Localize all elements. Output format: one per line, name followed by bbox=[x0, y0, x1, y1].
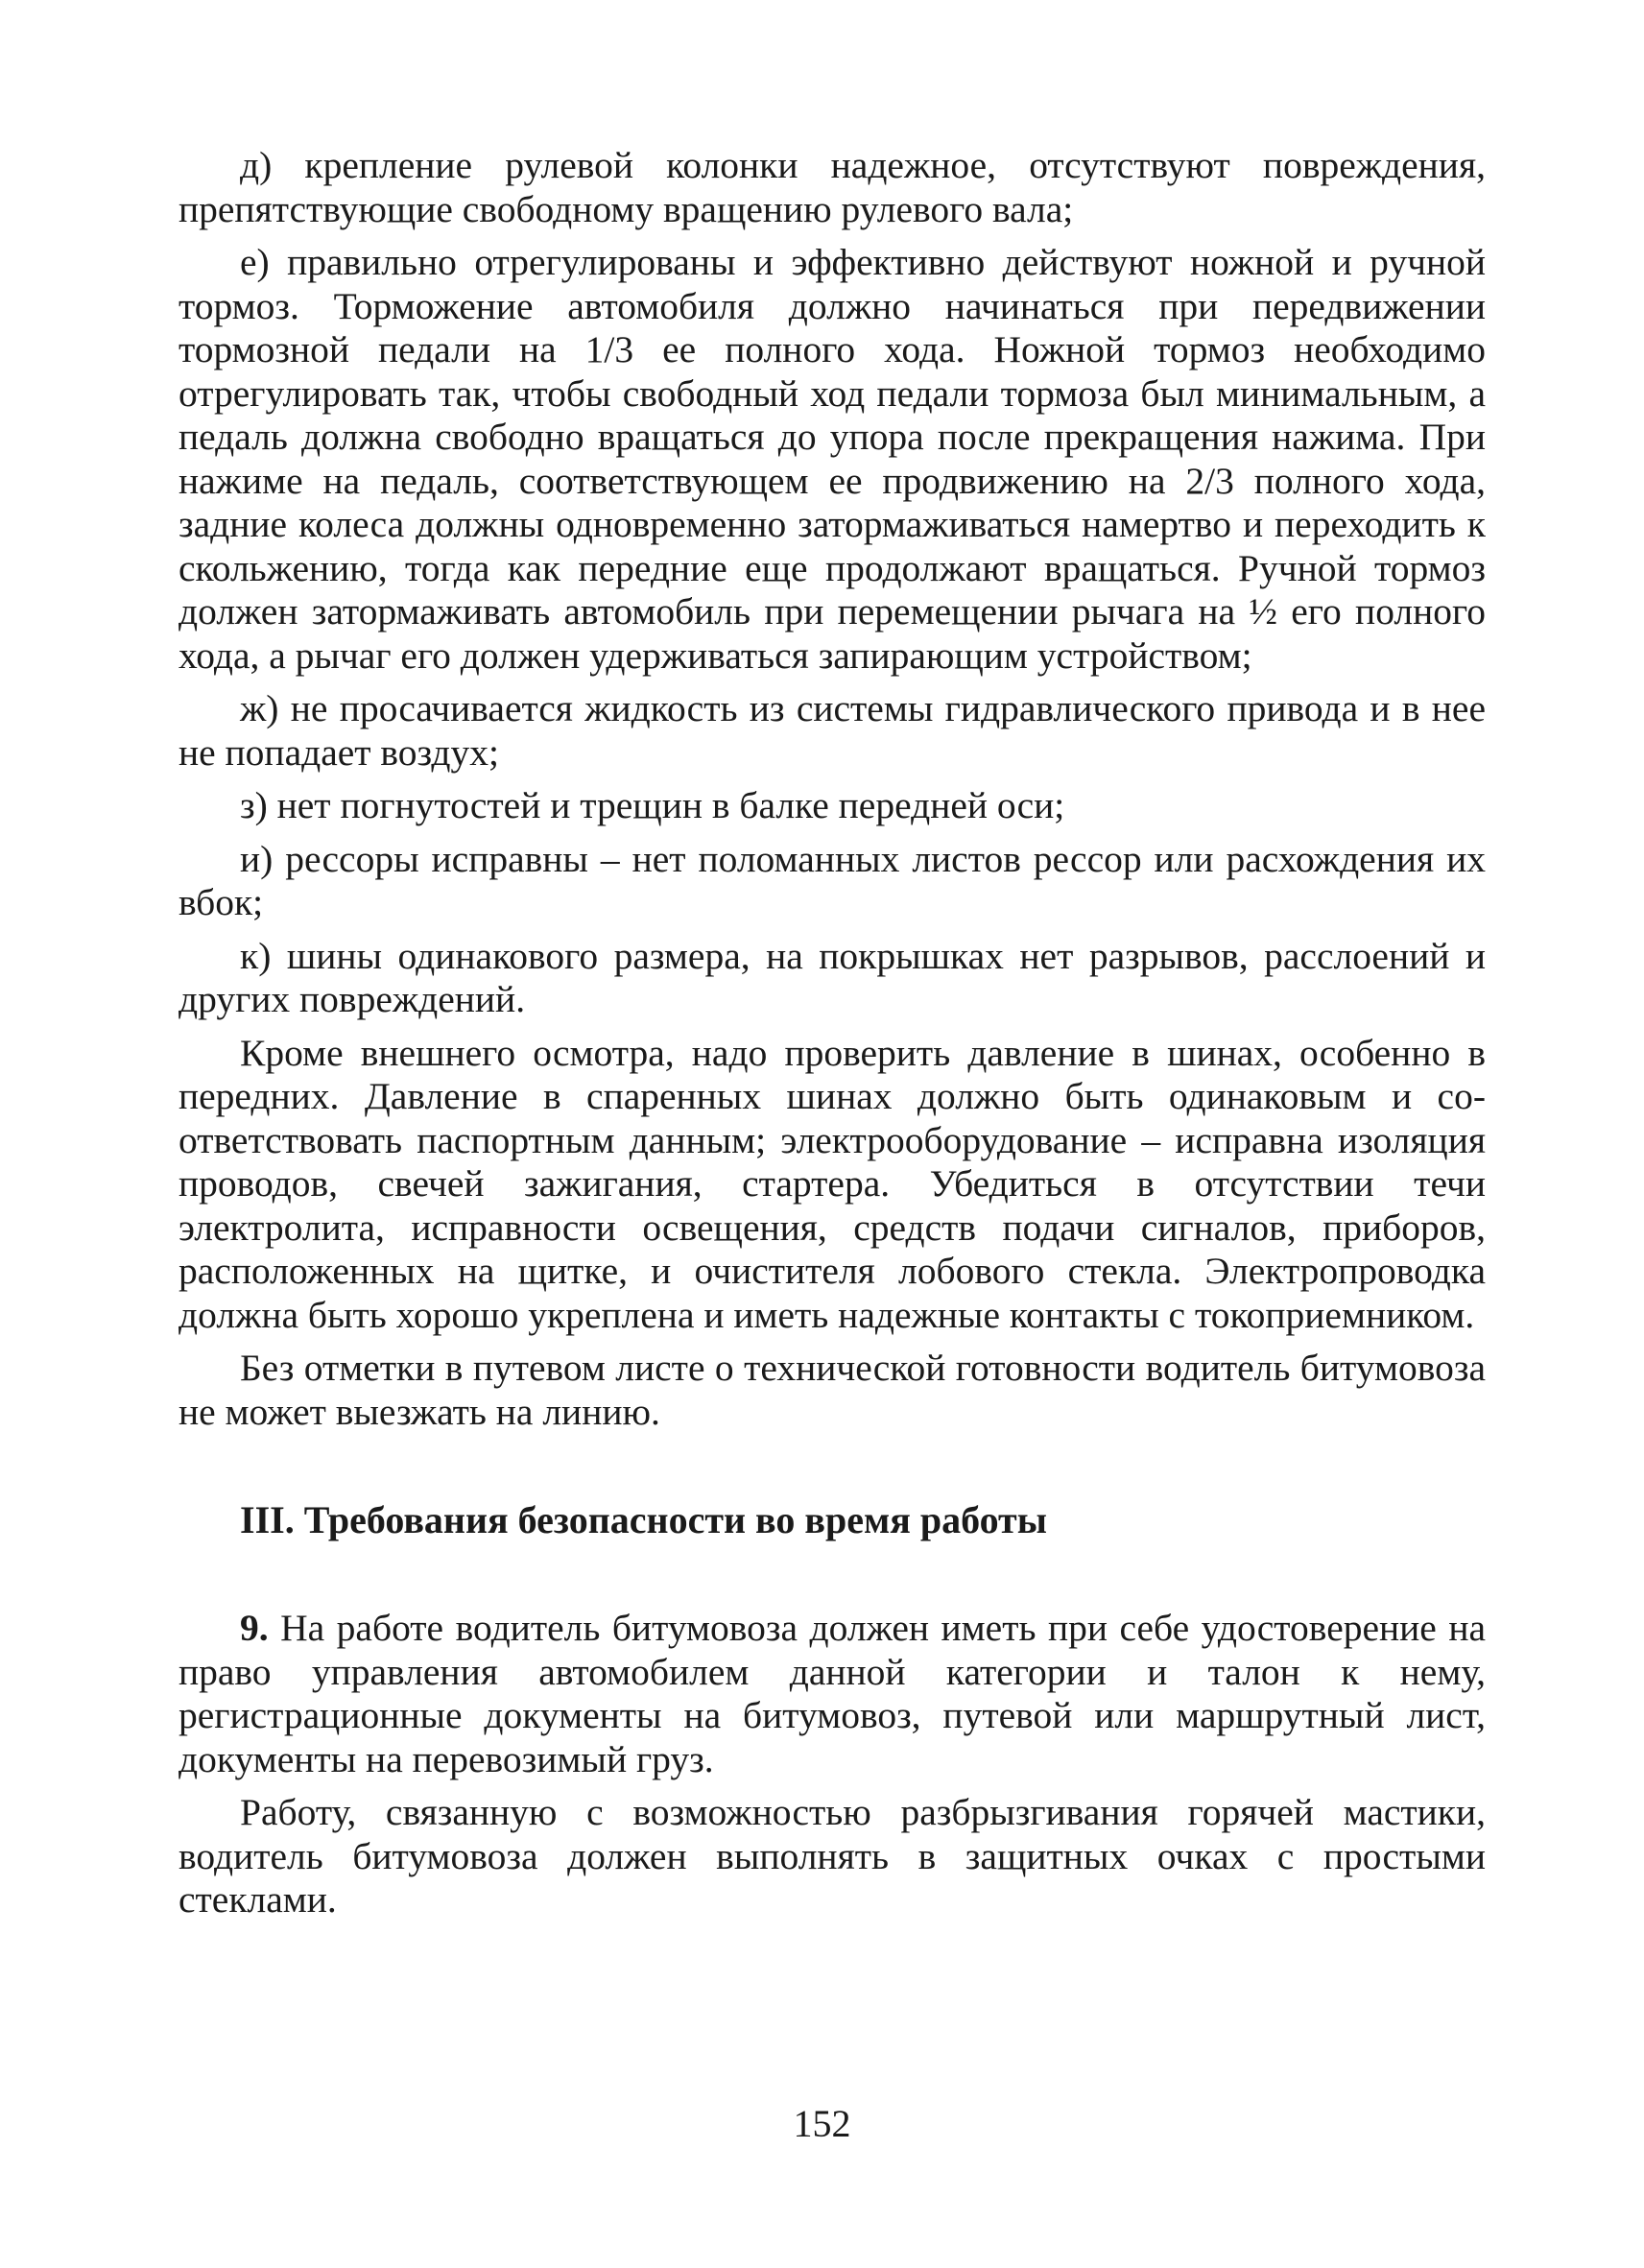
paragraph-d: д) крепление рулевой колонки надежное, отсутствуют повреждения, препятствующие свободному вращению рулевого вала; bbox=[179, 144, 1486, 230]
item-9-number: 9. bbox=[240, 1607, 269, 1649]
page-number: 152 bbox=[793, 2102, 851, 2145]
paragraph-i: и) рессоры исправны – нет поломанных листов рессор или расхождения их вбок; bbox=[179, 837, 1486, 923]
paragraph-goggles: Работу, связанную с возможностью разбрызгивания горячей мастики, водитель битумовоза должен выполнять в защитных очках с простыми стеклами. bbox=[179, 1791, 1486, 1921]
page-body bbox=[179, 144, 1486, 1932]
paragraph-k: к) шины одинакового размера, на покрышках нет разрывов, расслоений и других повреждений. bbox=[179, 934, 1486, 1020]
paragraph-external-inspection: Кроме внешнего осмотра, надо проверить давление в шинах, особенно в передних. Давление в спаренных шинах должно быть одинаковым и соответствовать паспортным данным; электрооборудование – исправна изоляция проводов, свечей зажигания, стартера. Убедиться в отсутствии течи электролита, исправности освещения, средств подачи сигналов, приборов, расположенных на щитке, и очистителя лобового стекла. Электропроводка должна быть хорошо укреплена и иметь надежные контакты с токоприемником. bbox=[179, 1031, 1486, 1336]
paragraph-z: з) нет погнутостей и трещин в балке передней оси; bbox=[240, 784, 1065, 826]
paragraph-waybill: Без отметки в путевом листе о технической готовности водитель битумовоза не может выезжать на линию. bbox=[179, 1347, 1486, 1433]
paragraph-e: е) правильно отрегулированы и эффективно действуют ножной и ручной тормоз. Торможение автомобиля должно начинаться при передвижении тормозной педали на 1/3 ее полного хода. Ножной тормоз необходимо отрегулировать так, чтобы свободный ход педали тормоза был минимальным, а педаль должна свободно вращаться до упора после прекращения нажима. При нажиме на педаль, соответствующем ее продвижению на 2/3 полного хода, задние колеса должны одновременно затормаживаться намертво и переходить к скольжению, тогда как передние еще продолжают вращаться. Ручной тормоз должен затормаживать автомобиль при перемещении рычага на ½ его полного хода, а рычаг его должен удерживаться запирающим устройством; bbox=[179, 241, 1486, 677]
item-9-text: На работе водитель битумовоза должен иметь при себе удостоверение на право управления автомобилем данной категории и талон к нему, регистрационные документы на битумовоз, путевой или маршрутный лист, документы на перевозимый груз. bbox=[179, 1607, 1486, 1780]
paragraph-item-9 bbox=[179, 1607, 1486, 1781]
paragraph-zh: ж) не просачивается жидкость из системы гидравлического привода и в нее не попадает воздух; bbox=[179, 687, 1486, 774]
section-heading: III. Требования безопасности во время работы bbox=[240, 1498, 1047, 1541]
